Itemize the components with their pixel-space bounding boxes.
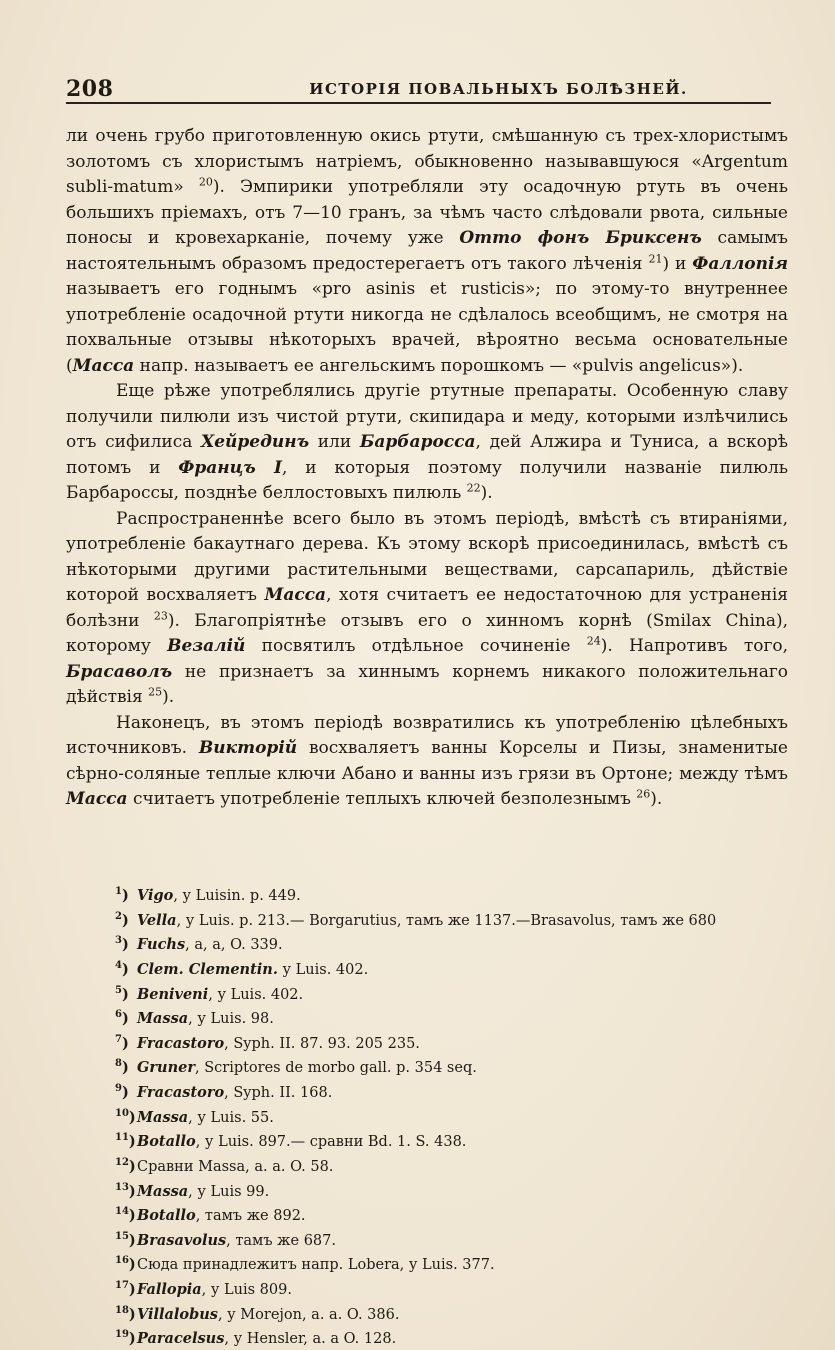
paragraph: Распространеннѣе всего было въ этомъ періодѣ, вмѣстѣ съ втираніями, употребленіе бакаутнаго дерева. Къ этому вскорѣ присоединилась, вмѣстѣ съ нѣкоторыми другими растительными веществами, сарсапариль, дѣйствіе которой восхваляетъ Масса, хотя считаетъ ее недостаточною для устраненія болѣзни $^{23}$). Благопріятнѣе отзывъ его о хинномъ корнѣ (Smilax China), которому Везалій посвятилъ отдѣльное сочиненіе $^{24}$). Напротивъ того, Брасаволъ не признаетъ за хиннымъ корнемъ никакого положительнаго дѣйствія $^{25}$). xyxy=(66,508,789,707)
paragraph: Еще рѣже употреблялись другіе ртутные препараты. Особенную славу получили пилюли изъ чистой ртути, скипидара и меду, которыми излѣчились отъ сифилиса Хейрединъ или Барбаросса, дей Алжира и Туниса, а вскорѣ потомъ и Францъ I, и которыя поэтому получили названіе пилюль Барбароссы, позднѣе беллостовыхъ пилюль $^{22}$). xyxy=(66,381,788,503)
footnote xyxy=(115,1251,785,1276)
footnote-author: Fallopia xyxy=(137,1280,202,1298)
page-header xyxy=(66,76,771,104)
footnote xyxy=(115,1005,785,1030)
paragraph: ли очень грубо приготовленную окись ртути, смѣшанную съ трех-хлористымъ золотомъ съ хлористымъ натріемъ, обыкновенно называвшуюся «Argentum subli-matum» $^{20}$). Эмпирики употребляли эту осадочную ртуть въ очень большихъ пріемахъ, отъ 7—10 гранъ, за чѣмъ часто слѣдовали рвота, сильные поносы и кровехарканіе, почему уже Отто фонъ Бриксенъ самымъ настоятельнымъ образомъ предостерегаетъ отъ такого лѣченія $^{21}$) и Фаллопія называетъ его годнымъ «pro asinis et rusticis»; по этому-то внутреннее употребленіе осадочной ртути никогда не сдѣлалось всеобщимъ, не смотря на похвальные отзывы нѣкоторыхъ врачей, вѣроятно весьма основательные (Масса напр. называетъ ее ангельскимъ порошкомъ — «pulvis angelicus»). xyxy=(66,126,788,376)
footnote-number: $^{12}$) xyxy=(115,1156,136,1175)
page-number: 208 xyxy=(66,76,114,102)
footnote-number: $^{16}$) xyxy=(115,1255,136,1274)
footnote-author: Beniveni xyxy=(137,985,209,1003)
footnote-number: $^{11}$) xyxy=(115,1132,136,1151)
footnote-reference: , у Luis. p. 213.— Borgarutius, тамъ же 1137.—Brasavolus, тамъ же 680 xyxy=(176,912,717,929)
footnote-reference: , у Luis. 98. xyxy=(188,1010,274,1027)
footnote-number: $^3$) xyxy=(115,935,129,954)
footnote-author: Paracelsus xyxy=(137,1330,225,1348)
footnote xyxy=(115,1178,785,1203)
main-text xyxy=(66,124,788,813)
footnote xyxy=(115,1030,785,1055)
footnote-author: Massa xyxy=(137,1108,189,1126)
footnote-number: $^6$) xyxy=(115,1009,129,1027)
footnote-number: $^{15}$) xyxy=(115,1230,136,1249)
footnote-author: Fuchs xyxy=(137,936,186,954)
footnote-reference: , у Luis. 897.— сравни Bd. 1. S. 438. xyxy=(195,1134,467,1151)
footnote-author: Clem. Clementin. xyxy=(137,960,278,978)
footnote-author: Vigo xyxy=(137,886,174,904)
footnote-author: Brasavolus xyxy=(137,1231,227,1249)
running-title: ИСТОРІЯ ПОВАЛЬНЫХЪ БОЛѢЗНЕЙ. xyxy=(309,80,688,98)
footnote-reference: , Syph. II. 168. xyxy=(224,1084,333,1101)
footnote-reference: , тамъ же 687. xyxy=(226,1232,336,1249)
footnote xyxy=(115,1202,785,1227)
footnote xyxy=(115,882,785,907)
footnote-number: $^{18}$) xyxy=(115,1304,136,1323)
footnote-reference: у Luis. 402. xyxy=(277,961,369,978)
footnote-reference: , у Luis. 402. xyxy=(208,986,304,1003)
footnote-reference: , у Hensler, a. a O. 128. xyxy=(224,1331,397,1348)
footnote-reference: , у Luisin. p. 449. xyxy=(173,887,301,904)
footnote xyxy=(115,956,785,981)
footnote-reference: , у Morejon, a. a. O. 386. xyxy=(217,1306,400,1323)
footnotes xyxy=(115,882,785,1350)
footnote-author: Botallo xyxy=(137,1133,196,1151)
footnote-author: Fracastoro xyxy=(137,1083,225,1101)
footnote-reference: , тамъ же 892. xyxy=(195,1207,306,1224)
footnote-number: $^2$) xyxy=(115,910,129,929)
footnote-reference: , a, a, O. 339. xyxy=(185,937,283,954)
paragraph: Наконецъ, въ этомъ періодѣ возвратились къ употребленію цѣлебныхъ источниковъ. Викторій восхваляетъ ванны Корселы и Пизы, знаменитые сѣрно-соляные теплые ключи Абано и ванны изъ грязи въ Ортоне; между тѣмъ Масса считаетъ употребленіе теплыхъ ключей безполезнымъ $^{26}$). xyxy=(66,712,788,809)
footnote xyxy=(115,1325,785,1350)
footnote-number: $^{13}$) xyxy=(115,1181,136,1200)
footnote-reference: Сюда принадлежитъ напр. Lobera, у Luis. 377. xyxy=(137,1257,495,1274)
footnote-author: Botallo xyxy=(137,1206,196,1224)
footnote-number: $^7$) xyxy=(115,1033,129,1052)
footnote-number: $^9$) xyxy=(115,1083,129,1101)
footnote-number: $^{17}$) xyxy=(115,1280,136,1298)
footnote xyxy=(115,981,785,1006)
footnote-number: $^{10}$) xyxy=(115,1107,136,1126)
footnote xyxy=(115,1128,785,1153)
footnote-author: Fracastoro xyxy=(137,1034,225,1052)
footnote-number: $^4$) xyxy=(115,959,129,978)
footnote-reference: , у Luis. 55. xyxy=(188,1109,274,1126)
footnote-author: Massa xyxy=(137,1182,189,1200)
footnote xyxy=(115,931,785,956)
footnote-number: $^{14}$) xyxy=(115,1206,136,1224)
footnote xyxy=(115,1276,785,1301)
footnote-reference: Сравни Massa, a. a. O. 58. xyxy=(137,1158,334,1175)
footnote xyxy=(115,1301,785,1326)
footnote-reference: , у Luis 99. xyxy=(188,1183,270,1200)
footnote-number: $^5$) xyxy=(115,984,129,1003)
footnote xyxy=(115,1079,785,1104)
footnote-author: Massa xyxy=(137,1009,189,1027)
footnote-number: $^8$) xyxy=(115,1058,129,1077)
footnote-author: Vella xyxy=(137,911,177,929)
footnote-author: Villalobus xyxy=(137,1305,218,1323)
footnote xyxy=(115,1227,785,1252)
footnote-number: $^{19}$) xyxy=(115,1329,136,1348)
footnote-reference: , у Luis 809. xyxy=(201,1281,292,1298)
footnote xyxy=(115,1054,785,1079)
footnote-reference: , Scriptores de morbo gall. p. 354 seq. xyxy=(194,1060,477,1077)
footnote-author: Gruner xyxy=(137,1059,195,1077)
footnote-reference: , Syph. II. 87. 93. 205 235. xyxy=(224,1035,420,1052)
footnote-number: $^1$) xyxy=(115,886,129,904)
footnote xyxy=(115,907,785,932)
footnote xyxy=(115,1153,785,1178)
footnote xyxy=(115,1104,785,1129)
